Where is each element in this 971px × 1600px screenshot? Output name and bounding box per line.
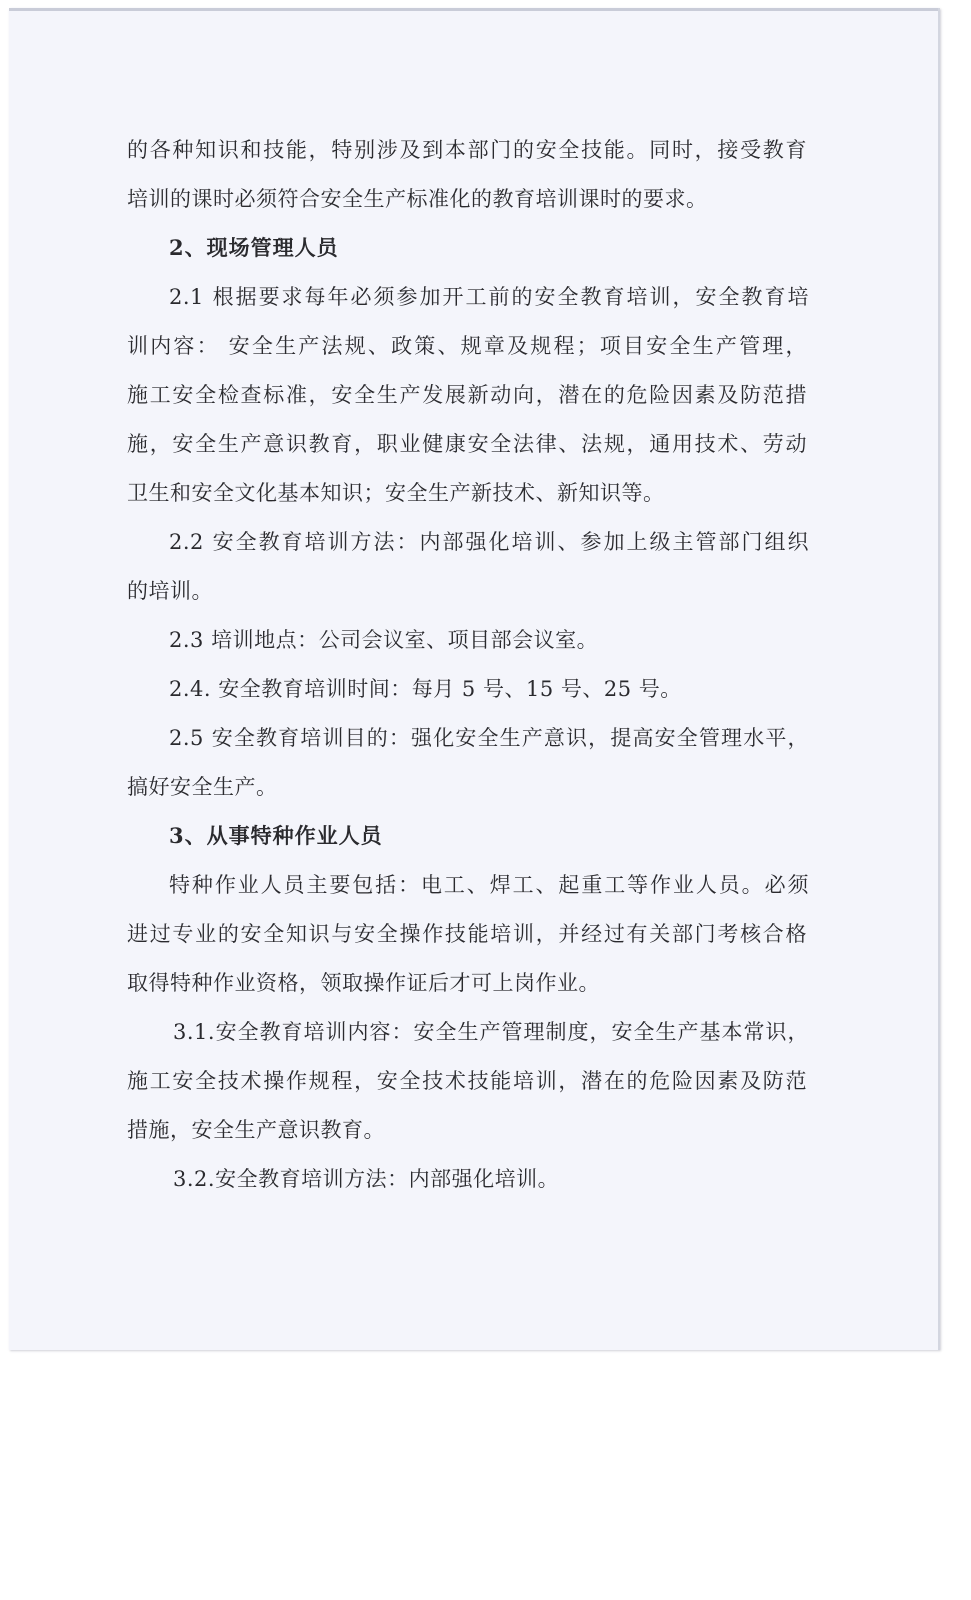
paragraph-line: 训内容： 安全生产法规、政策、规章及规程；项目安全生产管理，	[127, 334, 807, 358]
paragraph-line: 进过专业的安全知识与安全操作技能培训，并经过有关部门考核合格	[127, 922, 807, 946]
paragraph-line: 取得特种作业资格，领取操作证后才可上岗作业。	[127, 971, 600, 995]
paragraph-line: 施，安全生产意识教育，职业健康安全法律、法规，通用技术、劳动	[127, 432, 807, 456]
paragraph-line: 施工安全检查标准，安全生产发展新动向，潜在的危险因素及防范措	[127, 383, 807, 407]
section-heading-3: 3、从事特种作业人员	[169, 823, 383, 848]
paragraph-line: 3.2.安全教育培训方法：内部强化培训。	[173, 1167, 560, 1191]
paragraph-line: 的培训。	[127, 579, 213, 603]
paragraph-line: 3.1.安全教育培训内容：安全生产管理制度，安全生产基本常识，	[173, 1020, 809, 1044]
paragraph-line: 培训的课时必须符合安全生产标准化的教育培训课时的要求。	[127, 187, 708, 211]
paragraph-line: 搞好安全生产。	[127, 775, 278, 799]
paragraph-line: 特种作业人员主要包括：电工、焊工、起重工等作业人员。必须	[169, 873, 809, 897]
paragraph-line: 2.1 根据要求每年必须参加开工前的安全教育培训，安全教育培	[169, 285, 809, 309]
paragraph-line: 2.2 安全教育培训方法：内部强化培训、参加上级主管部门组织	[169, 530, 809, 554]
paragraph-line: 的各种知识和技能，特别涉及到本部门的安全技能。同时，接受教育	[127, 138, 807, 162]
paragraph-line: 2.3 培训地点：公司会议室、项目部会议室。	[169, 628, 599, 652]
paragraph-line: 卫生和安全文化基本知识；安全生产新技术、新知识等。	[127, 481, 665, 505]
paragraph-line: 措施，安全生产意识教育。	[127, 1118, 385, 1142]
document-body	[9, 8, 940, 1350]
paragraph-line: 2.4. 安全教育培训时间：每月 5 号、15 号、25 号。	[169, 677, 682, 701]
section-heading-2: 2、现场管理人员	[169, 235, 339, 260]
paragraph-line: 施工安全技术操作规程，安全技术技能培训，潜在的危险因素及防范	[127, 1069, 807, 1093]
scanned-page	[9, 8, 940, 1350]
paragraph-line: 2.5 安全教育培训目的：强化安全生产意识，提高安全管理水平，	[169, 726, 809, 750]
